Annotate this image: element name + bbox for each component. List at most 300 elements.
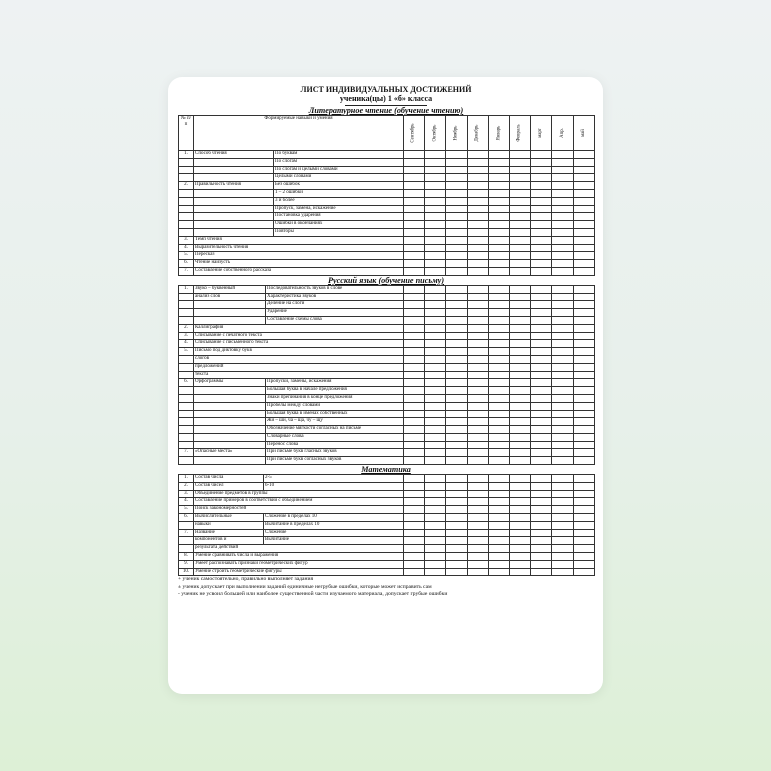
grade-cell[interactable] bbox=[509, 301, 530, 309]
grade-cell[interactable] bbox=[573, 221, 594, 229]
grade-cell[interactable] bbox=[509, 182, 530, 190]
grade-cell[interactable] bbox=[531, 213, 552, 221]
grade-cell[interactable] bbox=[552, 182, 573, 190]
grade-cell[interactable] bbox=[531, 340, 552, 348]
grade-cell[interactable] bbox=[446, 433, 467, 441]
grade-cell[interactable] bbox=[573, 363, 594, 371]
grade-cell[interactable] bbox=[467, 568, 488, 576]
grade-cell[interactable] bbox=[552, 482, 573, 490]
grade-cell[interactable] bbox=[404, 529, 425, 537]
grade-cell[interactable] bbox=[446, 498, 467, 506]
grade-cell[interactable] bbox=[531, 514, 552, 522]
grade-cell[interactable] bbox=[488, 537, 509, 545]
grade-cell[interactable] bbox=[509, 213, 530, 221]
grade-cell[interactable] bbox=[467, 189, 488, 197]
grade-cell[interactable] bbox=[467, 293, 488, 301]
grade-cell[interactable] bbox=[425, 402, 446, 410]
grade-cell[interactable] bbox=[509, 514, 530, 522]
grade-cell[interactable] bbox=[509, 348, 530, 356]
grade-cell[interactable] bbox=[467, 426, 488, 434]
grade-cell[interactable] bbox=[531, 293, 552, 301]
grade-cell[interactable] bbox=[446, 402, 467, 410]
grade-cell[interactable] bbox=[573, 205, 594, 213]
grade-cell[interactable] bbox=[425, 441, 446, 449]
grade-cell[interactable] bbox=[404, 174, 425, 182]
grade-cell[interactable] bbox=[531, 418, 552, 426]
grade-cell[interactable] bbox=[531, 529, 552, 537]
grade-cell[interactable] bbox=[404, 457, 425, 465]
grade-cell[interactable] bbox=[531, 158, 552, 166]
grade-cell[interactable] bbox=[467, 371, 488, 379]
grade-cell[interactable] bbox=[446, 221, 467, 229]
grade-cell[interactable] bbox=[467, 174, 488, 182]
grade-cell[interactable] bbox=[552, 205, 573, 213]
grade-cell[interactable] bbox=[573, 568, 594, 576]
grade-cell[interactable] bbox=[509, 151, 530, 159]
grade-cell[interactable] bbox=[467, 244, 488, 252]
grade-cell[interactable] bbox=[573, 267, 594, 275]
grade-cell[interactable] bbox=[488, 285, 509, 293]
grade-cell[interactable] bbox=[573, 151, 594, 159]
grade-cell[interactable] bbox=[509, 506, 530, 514]
grade-cell[interactable] bbox=[531, 348, 552, 356]
grade-cell[interactable] bbox=[531, 475, 552, 483]
grade-cell[interactable] bbox=[531, 301, 552, 309]
grade-cell[interactable] bbox=[467, 213, 488, 221]
grade-cell[interactable] bbox=[573, 553, 594, 561]
grade-cell[interactable] bbox=[425, 166, 446, 174]
grade-cell[interactable] bbox=[573, 387, 594, 395]
grade-cell[interactable] bbox=[509, 189, 530, 197]
grade-cell[interactable] bbox=[552, 457, 573, 465]
grade-cell[interactable] bbox=[573, 166, 594, 174]
grade-cell[interactable] bbox=[425, 387, 446, 395]
grade-cell[interactable] bbox=[552, 521, 573, 529]
grade-cell[interactable] bbox=[488, 309, 509, 317]
grade-cell[interactable] bbox=[509, 537, 530, 545]
grade-cell[interactable] bbox=[531, 545, 552, 553]
grade-cell[interactable] bbox=[509, 475, 530, 483]
grade-cell[interactable] bbox=[509, 441, 530, 449]
grade-cell[interactable] bbox=[531, 506, 552, 514]
grade-cell[interactable] bbox=[446, 521, 467, 529]
grade-cell[interactable] bbox=[425, 482, 446, 490]
grade-cell[interactable] bbox=[531, 457, 552, 465]
grade-cell[interactable] bbox=[573, 189, 594, 197]
grade-cell[interactable] bbox=[488, 236, 509, 244]
grade-cell[interactable] bbox=[531, 285, 552, 293]
grade-cell[interactable] bbox=[488, 387, 509, 395]
grade-cell[interactable] bbox=[425, 301, 446, 309]
grade-cell[interactable] bbox=[509, 371, 530, 379]
grade-cell[interactable] bbox=[404, 189, 425, 197]
grade-cell[interactable] bbox=[404, 244, 425, 252]
grade-cell[interactable] bbox=[488, 348, 509, 356]
grade-cell[interactable] bbox=[573, 348, 594, 356]
grade-cell[interactable] bbox=[488, 166, 509, 174]
grade-cell[interactable] bbox=[509, 355, 530, 363]
grade-cell[interactable] bbox=[531, 402, 552, 410]
grade-cell[interactable] bbox=[446, 490, 467, 498]
grade-cell[interactable] bbox=[467, 151, 488, 159]
grade-cell[interactable] bbox=[467, 316, 488, 324]
grade-cell[interactable] bbox=[425, 363, 446, 371]
grade-cell[interactable] bbox=[404, 475, 425, 483]
grade-cell[interactable] bbox=[446, 189, 467, 197]
grade-cell[interactable] bbox=[446, 340, 467, 348]
grade-cell[interactable] bbox=[531, 355, 552, 363]
grade-cell[interactable] bbox=[488, 449, 509, 457]
grade-cell[interactable] bbox=[509, 324, 530, 332]
grade-cell[interactable] bbox=[446, 316, 467, 324]
grade-cell[interactable] bbox=[552, 348, 573, 356]
grade-cell[interactable] bbox=[425, 418, 446, 426]
grade-cell[interactable] bbox=[425, 457, 446, 465]
grade-cell[interactable] bbox=[573, 441, 594, 449]
grade-cell[interactable] bbox=[552, 316, 573, 324]
grade-cell[interactable] bbox=[425, 260, 446, 268]
grade-cell[interactable] bbox=[404, 560, 425, 568]
grade-cell[interactable] bbox=[446, 441, 467, 449]
grade-cell[interactable] bbox=[404, 514, 425, 522]
grade-cell[interactable] bbox=[531, 537, 552, 545]
grade-cell[interactable] bbox=[425, 433, 446, 441]
grade-cell[interactable] bbox=[531, 260, 552, 268]
grade-cell[interactable] bbox=[404, 363, 425, 371]
grade-cell[interactable] bbox=[467, 553, 488, 561]
grade-cell[interactable] bbox=[425, 151, 446, 159]
grade-cell[interactable] bbox=[467, 205, 488, 213]
grade-cell[interactable] bbox=[531, 316, 552, 324]
grade-cell[interactable] bbox=[573, 498, 594, 506]
grade-cell[interactable] bbox=[404, 309, 425, 317]
grade-cell[interactable] bbox=[446, 426, 467, 434]
grade-cell[interactable] bbox=[467, 433, 488, 441]
grade-cell[interactable] bbox=[488, 545, 509, 553]
grade-cell[interactable] bbox=[404, 316, 425, 324]
grade-cell[interactable] bbox=[509, 332, 530, 340]
grade-cell[interactable] bbox=[446, 151, 467, 159]
grade-cell[interactable] bbox=[467, 348, 488, 356]
grade-cell[interactable] bbox=[425, 285, 446, 293]
grade-cell[interactable] bbox=[552, 394, 573, 402]
grade-cell[interactable] bbox=[509, 205, 530, 213]
grade-cell[interactable] bbox=[488, 267, 509, 275]
grade-cell[interactable] bbox=[552, 189, 573, 197]
grade-cell[interactable] bbox=[467, 482, 488, 490]
grade-cell[interactable] bbox=[509, 236, 530, 244]
grade-cell[interactable] bbox=[552, 228, 573, 236]
grade-cell[interactable] bbox=[531, 449, 552, 457]
grade-cell[interactable] bbox=[446, 285, 467, 293]
grade-cell[interactable] bbox=[446, 529, 467, 537]
grade-cell[interactable] bbox=[573, 490, 594, 498]
grade-cell[interactable] bbox=[404, 182, 425, 190]
grade-cell[interactable] bbox=[467, 529, 488, 537]
grade-cell[interactable] bbox=[531, 498, 552, 506]
grade-cell[interactable] bbox=[467, 166, 488, 174]
grade-cell[interactable] bbox=[552, 498, 573, 506]
grade-cell[interactable] bbox=[488, 426, 509, 434]
grade-cell[interactable] bbox=[552, 537, 573, 545]
grade-cell[interactable] bbox=[488, 301, 509, 309]
grade-cell[interactable] bbox=[488, 158, 509, 166]
grade-cell[interactable] bbox=[446, 260, 467, 268]
grade-cell[interactable] bbox=[404, 260, 425, 268]
grade-cell[interactable] bbox=[404, 228, 425, 236]
grade-cell[interactable] bbox=[509, 394, 530, 402]
grade-cell[interactable] bbox=[404, 324, 425, 332]
grade-cell[interactable] bbox=[488, 521, 509, 529]
grade-cell[interactable] bbox=[425, 221, 446, 229]
grade-cell[interactable] bbox=[425, 537, 446, 545]
grade-cell[interactable] bbox=[573, 475, 594, 483]
grade-cell[interactable] bbox=[531, 182, 552, 190]
grade-cell[interactable] bbox=[552, 418, 573, 426]
grade-cell[interactable] bbox=[467, 457, 488, 465]
grade-cell[interactable] bbox=[404, 418, 425, 426]
grade-cell[interactable] bbox=[488, 324, 509, 332]
grade-cell[interactable] bbox=[552, 174, 573, 182]
grade-cell[interactable] bbox=[404, 371, 425, 379]
grade-cell[interactable] bbox=[467, 402, 488, 410]
grade-cell[interactable] bbox=[531, 521, 552, 529]
grade-cell[interactable] bbox=[467, 363, 488, 371]
grade-cell[interactable] bbox=[488, 355, 509, 363]
grade-cell[interactable] bbox=[425, 244, 446, 252]
grade-cell[interactable] bbox=[404, 545, 425, 553]
grade-cell[interactable] bbox=[425, 189, 446, 197]
grade-cell[interactable] bbox=[488, 252, 509, 260]
grade-cell[interactable] bbox=[467, 537, 488, 545]
grade-cell[interactable] bbox=[488, 553, 509, 561]
grade-cell[interactable] bbox=[552, 441, 573, 449]
grade-cell[interactable] bbox=[404, 568, 425, 576]
grade-cell[interactable] bbox=[552, 236, 573, 244]
grade-cell[interactable] bbox=[552, 309, 573, 317]
grade-cell[interactable] bbox=[573, 402, 594, 410]
grade-cell[interactable] bbox=[467, 252, 488, 260]
grade-cell[interactable] bbox=[488, 418, 509, 426]
grade-cell[interactable] bbox=[573, 426, 594, 434]
grade-cell[interactable] bbox=[552, 379, 573, 387]
grade-cell[interactable] bbox=[573, 293, 594, 301]
grade-cell[interactable] bbox=[531, 379, 552, 387]
grade-cell[interactable] bbox=[488, 316, 509, 324]
grade-cell[interactable] bbox=[425, 355, 446, 363]
grade-cell[interactable] bbox=[573, 260, 594, 268]
grade-cell[interactable] bbox=[552, 267, 573, 275]
grade-cell[interactable] bbox=[467, 340, 488, 348]
grade-cell[interactable] bbox=[467, 441, 488, 449]
grade-cell[interactable] bbox=[404, 332, 425, 340]
grade-cell[interactable] bbox=[509, 426, 530, 434]
grade-cell[interactable] bbox=[531, 560, 552, 568]
grade-cell[interactable] bbox=[552, 371, 573, 379]
grade-cell[interactable] bbox=[467, 521, 488, 529]
grade-cell[interactable] bbox=[404, 441, 425, 449]
grade-cell[interactable] bbox=[531, 553, 552, 561]
grade-cell[interactable] bbox=[573, 506, 594, 514]
grade-cell[interactable] bbox=[404, 158, 425, 166]
grade-cell[interactable] bbox=[552, 475, 573, 483]
grade-cell[interactable] bbox=[573, 213, 594, 221]
grade-cell[interactable] bbox=[488, 529, 509, 537]
grade-cell[interactable] bbox=[488, 441, 509, 449]
grade-cell[interactable] bbox=[446, 394, 467, 402]
grade-cell[interactable] bbox=[509, 387, 530, 395]
grade-cell[interactable] bbox=[488, 293, 509, 301]
grade-cell[interactable] bbox=[552, 387, 573, 395]
grade-cell[interactable] bbox=[446, 537, 467, 545]
grade-cell[interactable] bbox=[425, 394, 446, 402]
grade-cell[interactable] bbox=[404, 553, 425, 561]
grade-cell[interactable] bbox=[488, 490, 509, 498]
grade-cell[interactable] bbox=[425, 506, 446, 514]
grade-cell[interactable] bbox=[573, 521, 594, 529]
grade-cell[interactable] bbox=[404, 205, 425, 213]
grade-cell[interactable] bbox=[573, 410, 594, 418]
grade-cell[interactable] bbox=[446, 363, 467, 371]
grade-cell[interactable] bbox=[446, 553, 467, 561]
grade-cell[interactable] bbox=[531, 426, 552, 434]
grade-cell[interactable] bbox=[509, 457, 530, 465]
grade-cell[interactable] bbox=[552, 402, 573, 410]
grade-cell[interactable] bbox=[488, 402, 509, 410]
grade-cell[interactable] bbox=[467, 379, 488, 387]
grade-cell[interactable] bbox=[425, 490, 446, 498]
grade-cell[interactable] bbox=[404, 348, 425, 356]
grade-cell[interactable] bbox=[509, 267, 530, 275]
grade-cell[interactable] bbox=[446, 332, 467, 340]
grade-cell[interactable] bbox=[509, 379, 530, 387]
grade-cell[interactable] bbox=[446, 418, 467, 426]
grade-cell[interactable] bbox=[446, 267, 467, 275]
grade-cell[interactable] bbox=[573, 158, 594, 166]
grade-cell[interactable] bbox=[446, 348, 467, 356]
grade-cell[interactable] bbox=[531, 324, 552, 332]
grade-cell[interactable] bbox=[467, 285, 488, 293]
grade-cell[interactable] bbox=[467, 309, 488, 317]
grade-cell[interactable] bbox=[446, 506, 467, 514]
grade-cell[interactable] bbox=[425, 514, 446, 522]
grade-cell[interactable] bbox=[467, 158, 488, 166]
grade-cell[interactable] bbox=[509, 449, 530, 457]
grade-cell[interactable] bbox=[446, 387, 467, 395]
grade-cell[interactable] bbox=[404, 197, 425, 205]
grade-cell[interactable] bbox=[573, 301, 594, 309]
grade-cell[interactable] bbox=[509, 166, 530, 174]
grade-cell[interactable] bbox=[404, 285, 425, 293]
grade-cell[interactable] bbox=[404, 236, 425, 244]
grade-cell[interactable] bbox=[425, 560, 446, 568]
grade-cell[interactable] bbox=[404, 379, 425, 387]
grade-cell[interactable] bbox=[425, 545, 446, 553]
grade-cell[interactable] bbox=[488, 363, 509, 371]
grade-cell[interactable] bbox=[404, 426, 425, 434]
grade-cell[interactable] bbox=[446, 182, 467, 190]
grade-cell[interactable] bbox=[573, 355, 594, 363]
grade-cell[interactable] bbox=[446, 252, 467, 260]
grade-cell[interactable] bbox=[488, 371, 509, 379]
grade-cell[interactable] bbox=[404, 355, 425, 363]
grade-cell[interactable] bbox=[488, 189, 509, 197]
grade-cell[interactable] bbox=[446, 475, 467, 483]
grade-cell[interactable] bbox=[425, 324, 446, 332]
grade-cell[interactable] bbox=[509, 363, 530, 371]
grade-cell[interactable] bbox=[404, 151, 425, 159]
grade-cell[interactable] bbox=[488, 457, 509, 465]
grade-cell[interactable] bbox=[425, 182, 446, 190]
grade-cell[interactable] bbox=[531, 236, 552, 244]
grade-cell[interactable] bbox=[404, 301, 425, 309]
grade-cell[interactable] bbox=[467, 260, 488, 268]
grade-cell[interactable] bbox=[425, 410, 446, 418]
grade-cell[interactable] bbox=[573, 482, 594, 490]
grade-cell[interactable] bbox=[446, 324, 467, 332]
grade-cell[interactable] bbox=[488, 475, 509, 483]
grade-cell[interactable] bbox=[531, 174, 552, 182]
grade-cell[interactable] bbox=[573, 332, 594, 340]
grade-cell[interactable] bbox=[404, 166, 425, 174]
grade-cell[interactable] bbox=[509, 433, 530, 441]
grade-cell[interactable] bbox=[573, 449, 594, 457]
grade-cell[interactable] bbox=[573, 545, 594, 553]
grade-cell[interactable] bbox=[446, 379, 467, 387]
grade-cell[interactable] bbox=[467, 545, 488, 553]
grade-cell[interactable] bbox=[488, 560, 509, 568]
grade-cell[interactable] bbox=[573, 537, 594, 545]
grade-cell[interactable] bbox=[488, 568, 509, 576]
grade-cell[interactable] bbox=[404, 394, 425, 402]
grade-cell[interactable] bbox=[531, 363, 552, 371]
grade-cell[interactable] bbox=[573, 228, 594, 236]
grade-cell[interactable] bbox=[467, 236, 488, 244]
grade-cell[interactable] bbox=[404, 252, 425, 260]
grade-cell[interactable] bbox=[509, 221, 530, 229]
grade-cell[interactable] bbox=[552, 553, 573, 561]
grade-cell[interactable] bbox=[446, 309, 467, 317]
grade-cell[interactable] bbox=[488, 379, 509, 387]
grade-cell[interactable] bbox=[552, 355, 573, 363]
grade-cell[interactable] bbox=[446, 545, 467, 553]
grade-cell[interactable] bbox=[488, 244, 509, 252]
grade-cell[interactable] bbox=[509, 158, 530, 166]
grade-cell[interactable] bbox=[552, 433, 573, 441]
grade-cell[interactable] bbox=[573, 236, 594, 244]
grade-cell[interactable] bbox=[509, 244, 530, 252]
grade-cell[interactable] bbox=[488, 228, 509, 236]
grade-cell[interactable] bbox=[531, 441, 552, 449]
grade-cell[interactable] bbox=[446, 355, 467, 363]
grade-cell[interactable] bbox=[531, 166, 552, 174]
grade-cell[interactable] bbox=[573, 182, 594, 190]
grade-cell[interactable] bbox=[446, 410, 467, 418]
grade-cell[interactable] bbox=[425, 158, 446, 166]
grade-cell[interactable] bbox=[509, 498, 530, 506]
grade-cell[interactable] bbox=[573, 340, 594, 348]
grade-cell[interactable] bbox=[488, 332, 509, 340]
grade-cell[interactable] bbox=[552, 449, 573, 457]
grade-cell[interactable] bbox=[531, 244, 552, 252]
grade-cell[interactable] bbox=[467, 228, 488, 236]
grade-cell[interactable] bbox=[467, 267, 488, 275]
grade-cell[interactable] bbox=[552, 529, 573, 537]
grade-cell[interactable] bbox=[425, 236, 446, 244]
grade-cell[interactable] bbox=[509, 316, 530, 324]
grade-cell[interactable] bbox=[425, 205, 446, 213]
grade-cell[interactable] bbox=[404, 433, 425, 441]
